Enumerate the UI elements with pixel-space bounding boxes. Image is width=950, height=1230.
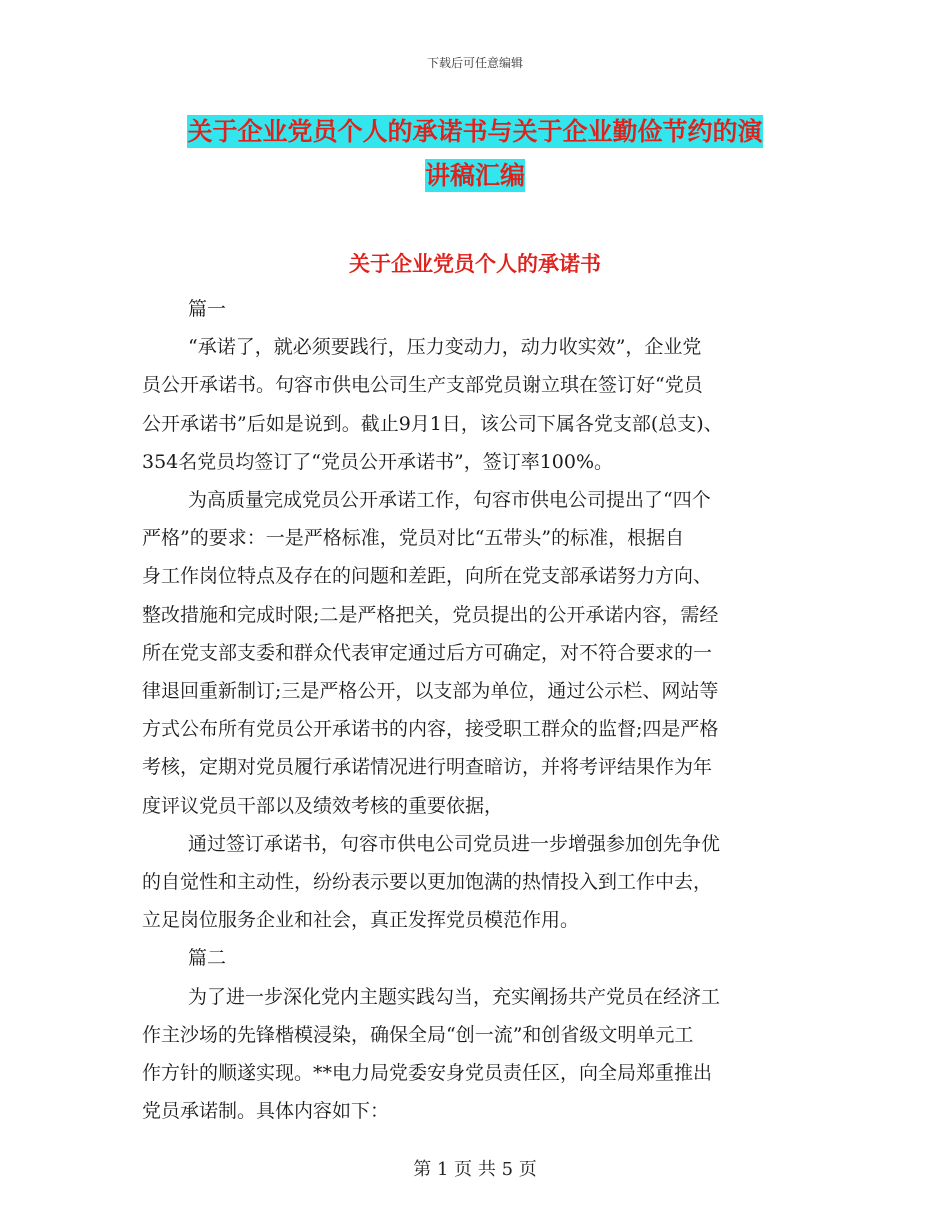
body-line: 严格”的要求：一是严格标准，党员对比“五带头”的标准，根据自 — [142, 527, 685, 550]
body-line: 员公开承诺书。句容市供电公司生产支部党员谢立琪在签订好“党员 — [142, 374, 703, 397]
body-line: 篇二 — [188, 947, 227, 970]
page-footer: 第 1 页 共 5 页 — [413, 1159, 537, 1180]
body-line: 作主沙场的先锋楷模浸染，确保全局“创一流”和创省级文明单元工 — [142, 1023, 694, 1046]
body-line: 立足岗位服务企业和社会，真正发挥党员模范作用。 — [142, 909, 580, 932]
body-line: 354名党员均签订了“党员公开承诺书”，签订率100%。 — [142, 450, 614, 473]
body-line: 律退回重新制订;三是严格公开，以支部为单位，通过公示栏、网站等 — [142, 680, 719, 703]
body-line: 的自觉性和主动性，纷纷表示要以更加饱满的热情投入到工作中去， — [142, 871, 713, 894]
title-line-2: 讲稿汇编 — [424, 161, 525, 190]
body-line: 度评议党员干部以及绩效考核的重要依据， — [142, 794, 504, 817]
body-line: “承诺了，就必须要践行，压力变动力，动力收实效”，企业党 — [188, 336, 702, 359]
document-title — [0, 110, 950, 198]
body-line: 方式公布所有党员公开承诺书的内容，接受职工群众的监督;四是严格 — [142, 718, 719, 741]
title-line-1: 关于企业党员个人的承诺书与关于企业勤俭节约的演 — [187, 117, 763, 146]
body-line: 篇一 — [188, 298, 227, 320]
body-line: 为高质量完成党员公开承诺工作，句容市供电公司提出了“四个 — [188, 489, 711, 512]
body-line: 为了进一步深化党内主题实践勾当，充实阐扬共产党员在经济工 — [188, 985, 721, 1008]
header-note: 下载后可任意编辑 — [426, 56, 523, 70]
body-line: 所在党支部支委和群众代表审定通过后方可确定，对不符合要求的一 — [142, 641, 713, 664]
body-line: 考核，定期对党员履行承诺情况进行明查暗访，并将考评结果作为年 — [142, 756, 713, 779]
body-line: 整改措施和完成时限;二是严格把关，党员提出的公开承诺内容，需经 — [142, 603, 719, 626]
body-line: 党员承诺制。具体内容如下： — [142, 1100, 390, 1123]
document-body — [142, 290, 812, 1130]
section-title: 关于企业党员个人的承诺书 — [349, 252, 601, 276]
body-line: 通过签订承诺书，句容市供电公司党员进一步增强参加创先争优 — [188, 832, 721, 855]
body-line: 作方针的顺遂实现。**电力局党委安身党员责任区，向全局郑重推出 — [142, 1062, 713, 1085]
body-line: 身工作岗位特点及存在的问题和差距，向所在党支部承诺努力方向、 — [142, 565, 713, 588]
body-line: 公开承诺书”后如是说到。截止9月1日，该公司下属各党支部(总支)、 — [142, 412, 723, 435]
